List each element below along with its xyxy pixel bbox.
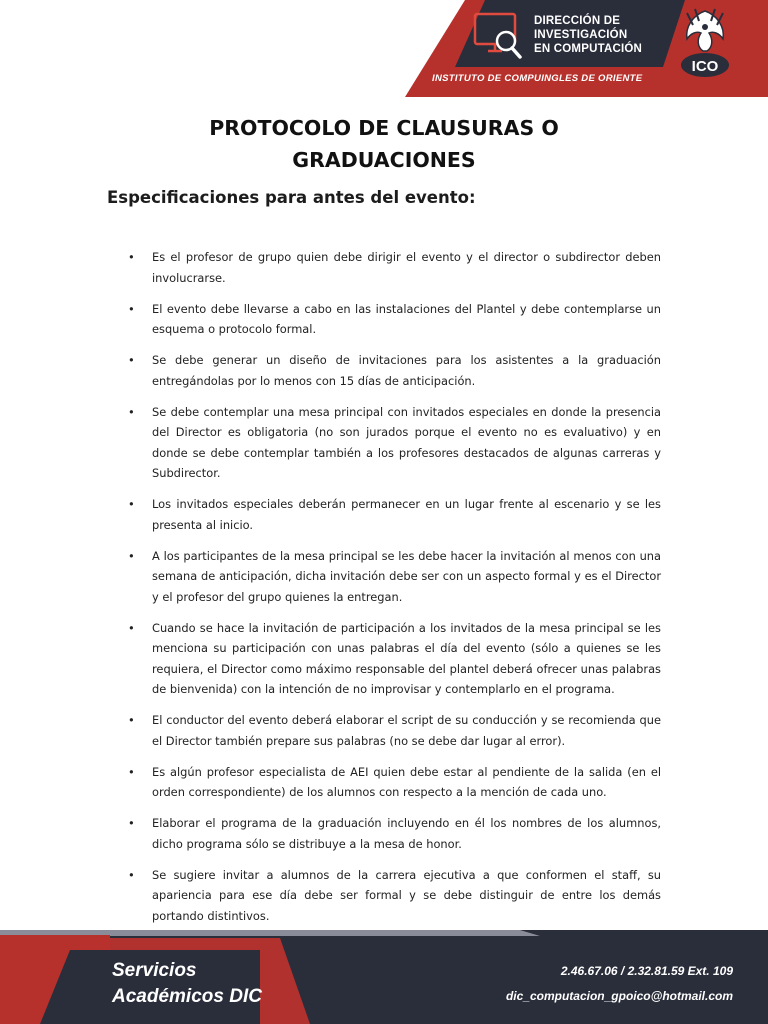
contact-email: dic_computacion_gpoico@hotmail.com: [505, 989, 733, 1003]
list-item: [128, 762, 661, 803]
bullet-icon: •: [128, 353, 135, 367]
list-item-text: A los participantes de la mesa principal se les debe hacer la invitación al menos con una semana de anticipación, dicha invitación debe ser con un aspecto formal y es el Director y el profesor del grupo quienes la entregan.: [152, 548, 661, 604]
list-item-text: El conductor del evento deberá elaborar el script de su conducción y se recomienda que el Director también prepare sus palabras (no se debe dar lugar al error).: [152, 713, 661, 748]
list-item: [128, 813, 661, 854]
list-item-text: El evento debe llevarse a cabo en las instalaciones del Plantel y debe contemplarse un esquema o protocolo formal.: [152, 301, 661, 336]
list-item-text: Los invitados especiales deberán permanecer en un lugar frente al escenario y se les presenta al inicio.: [152, 497, 661, 532]
bullet-icon: •: [128, 497, 135, 511]
list-item-text: Se debe contemplar una mesa principal con invitados especiales en donde la presencia del Director es obligatoria (no son jurados porque el evento no es evaluativo) y en donde se debe contemplar también a los profesores destacados de algunas carreras y Subdirector.: [152, 404, 661, 480]
list-item-text: Elaborar el programa de la graduación incluyendo en él los nombres de los alumnos, dicho programa sólo se distribuye a la mesa de honor.: [152, 816, 661, 851]
list-item: [128, 494, 661, 535]
computer-search-icon: [472, 11, 526, 61]
logo-text: ICO: [691, 58, 719, 75]
bullet-icon: •: [128, 816, 135, 830]
department-name: [534, 14, 642, 56]
list-item-text: Se sugiere invitar a alumnos de la carrera ejecutiva a que conformen el staff, su apariencia para ese día debe ser formal y se debe distinguir de entre los demás portando distintivos.: [152, 867, 661, 923]
services-line-2: Académicos DIC: [112, 986, 262, 1007]
ico-eagle-logo: [679, 5, 731, 79]
institute-name: INSTITUTO DE COMPUINGLES DE ORIENTE: [432, 73, 643, 84]
bullet-icon: •: [128, 301, 135, 316]
bullet-icon: •: [128, 404, 135, 419]
bullet-icon: •: [128, 250, 135, 264]
list-item-text: Se debe generar un diseño de invitaciones para los asistentes a la graduación entregándolas por lo menos con 15 días de anticipación.: [152, 353, 661, 388]
services-line-1: Servicios: [112, 960, 197, 981]
list-item-text: Cuando se hace la invitación de participación a los invitados de la mesa principal se les menciona su participación con unas palabras el día del evento (sólo a quienes se les requiera, el Director como máximo responsable del plantel deberá ofrecer unas palabras de bienvenida) con la intención de no improvisar y contemplarlo en el programa.: [152, 620, 661, 696]
page-footer: [0, 930, 768, 1024]
list-item: [128, 865, 661, 927]
document-title: [120, 112, 648, 176]
list-item: [128, 618, 661, 700]
department-line-3: EN COMPUTACIÓN: [534, 43, 643, 55]
list-item: [128, 546, 661, 608]
list-item: [128, 402, 661, 484]
bullet-icon: •: [128, 867, 135, 882]
bullet-icon: •: [128, 620, 135, 635]
list-item: [128, 247, 661, 288]
services-label: [112, 958, 262, 1010]
page-header: [0, 0, 768, 100]
list-item: [128, 299, 661, 340]
bullet-icon: •: [128, 764, 135, 779]
department-line-2: INVESTIGACIÓN: [534, 29, 628, 41]
list-item-text: Es el profesor de grupo quien debe dirigir el evento y el director o subdirector deben involucrarse.: [152, 250, 661, 285]
bullet-icon: •: [128, 548, 135, 563]
specification-list: [128, 247, 661, 968]
title-line-1: PROTOCOLO DE CLAUSURAS O: [209, 116, 559, 140]
contact-phone: 2.46.67.06 / 2.32.81.59 Ext. 109: [560, 964, 733, 978]
title-line-2: GRADUACIONES: [292, 148, 476, 172]
section-heading: Especificaciones para antes del evento:: [107, 188, 476, 207]
department-line-1: DIRECCIÓN DE: [534, 15, 621, 27]
bullet-icon: •: [128, 713, 135, 727]
list-item: [128, 710, 661, 751]
list-item-text: Es algún profesor especialista de AEI quien debe estar al pendiente de la salida (en el orden correspondiente) de los alumnos con respecto a la mención de cada uno.: [152, 764, 661, 799]
list-item: [128, 350, 661, 391]
